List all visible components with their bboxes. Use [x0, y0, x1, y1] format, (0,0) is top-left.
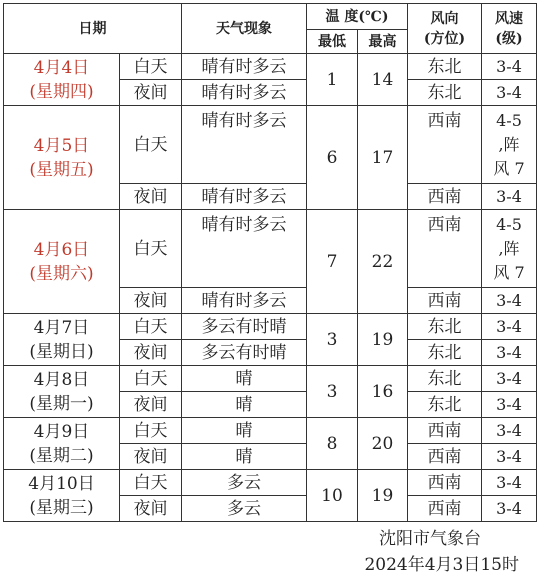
- date-cell: [4, 314, 120, 366]
- period-night: 夜间: [120, 392, 182, 418]
- wind-speed-line: 4-5: [496, 110, 522, 130]
- wind-speed-night: [482, 184, 537, 210]
- wind-speed-night: [482, 80, 537, 106]
- header-wind-dir-label: 风向: [430, 10, 459, 27]
- wind-speed-line: 3-4: [496, 394, 522, 414]
- date-label: 4月8日: [33, 369, 90, 390]
- temp-max: 17: [358, 106, 408, 210]
- header-wind-speed-sub: (级): [495, 30, 523, 47]
- date-cell: [4, 470, 120, 522]
- temp-max: 19: [358, 314, 408, 366]
- wind-speed-line: 3-4: [496, 472, 522, 492]
- date-cell: [4, 366, 120, 418]
- table-row: [4, 314, 537, 340]
- table-row: [4, 418, 537, 444]
- date-cell: [4, 106, 120, 210]
- date-label: 4月4日: [33, 57, 90, 78]
- period-day: 白天: [120, 470, 182, 496]
- wind-dir-night: 西南: [408, 444, 482, 470]
- wind-speed-line: 3-4: [496, 316, 522, 336]
- weather-day: 多云: [182, 470, 307, 496]
- weather-night: 晴有时多云: [182, 288, 307, 314]
- wind-dir-night: 东北: [408, 392, 482, 418]
- wind-dir-night: 东北: [408, 80, 482, 106]
- weather-day: 晴: [182, 418, 307, 444]
- date-label: 4月5日: [33, 135, 90, 156]
- forecast-table: [3, 3, 537, 522]
- weekday-label: (星期日): [29, 341, 94, 362]
- date-cell: [4, 210, 120, 314]
- period-day: 白天: [120, 106, 182, 184]
- wind-dir-day: 西南: [408, 210, 482, 288]
- wind-speed-day: [482, 366, 537, 392]
- date-label: 4月6日: [33, 239, 90, 260]
- period-night: 夜间: [120, 444, 182, 470]
- date-label: 4月7日: [33, 317, 90, 338]
- wind-dir-day: 西南: [408, 470, 482, 496]
- header-wind-dir: [408, 4, 482, 54]
- wind-speed-line: 3-4: [496, 290, 522, 310]
- wind-speed-line: ,阵: [498, 238, 520, 258]
- forecast-body: [4, 54, 537, 522]
- period-day: 白天: [120, 54, 182, 80]
- temp-min: 7: [307, 210, 358, 314]
- wind-speed-night: [482, 288, 537, 314]
- temp-min: 10: [307, 470, 358, 522]
- weekday-label: (星期三): [29, 497, 94, 518]
- weather-day: 晴有时多云: [182, 210, 307, 288]
- weather-night: 晴有时多云: [182, 184, 307, 210]
- wind-speed-line: 3-4: [496, 82, 522, 102]
- weather-day: 多云有时晴: [182, 314, 307, 340]
- period-day: 白天: [120, 210, 182, 288]
- wind-speed-night: [482, 444, 537, 470]
- wind-speed-line: 4-5: [496, 214, 522, 234]
- table-row: [4, 366, 537, 392]
- table-row: [4, 210, 537, 288]
- header-wind-speed-label: 风速: [495, 10, 523, 27]
- header-wind-dir-sub: (方位): [423, 30, 466, 47]
- wind-speed-night: [482, 392, 537, 418]
- temp-min: 6: [307, 106, 358, 210]
- issued-at: 2024年4月3日15时: [364, 555, 519, 575]
- temp-max: 19: [358, 470, 408, 522]
- header-weather: 天气现象: [182, 4, 307, 54]
- table-row: [4, 54, 537, 80]
- temp-max: 22: [358, 210, 408, 314]
- wind-dir-day: 东北: [408, 366, 482, 392]
- temp-min: 1: [307, 54, 358, 106]
- temp-min: 3: [307, 314, 358, 366]
- temp-max: 16: [358, 366, 408, 418]
- temp-min: 3: [307, 366, 358, 418]
- header-date: 日期: [4, 4, 182, 54]
- wind-speed-day: [482, 210, 537, 288]
- weather-night: 晴: [182, 392, 307, 418]
- weather-night: 多云: [182, 496, 307, 522]
- header-temp-max: 最高: [358, 30, 408, 54]
- wind-speed-line: 3-4: [496, 368, 522, 388]
- period-day: 白天: [120, 418, 182, 444]
- temp-max: 14: [358, 54, 408, 106]
- wind-speed-night: [482, 496, 537, 522]
- table-row: [4, 106, 537, 184]
- weekday-label: (星期一): [29, 393, 94, 414]
- wind-speed-night: [482, 340, 537, 366]
- wind-speed-line: 3-4: [496, 498, 522, 518]
- wind-dir-night: 西南: [408, 496, 482, 522]
- table-row: [4, 470, 537, 496]
- wind-speed-line: 3-4: [496, 56, 522, 76]
- header-temp: 温 度(℃): [307, 4, 408, 30]
- wind-dir-day: 东北: [408, 314, 482, 340]
- weather-night: 晴有时多云: [182, 80, 307, 106]
- weekday-label: (星期四): [29, 81, 94, 102]
- wind-speed-line: 3-4: [496, 446, 522, 466]
- wind-speed-line: 3-4: [496, 342, 522, 362]
- issuer: 沈阳市气象台: [379, 529, 481, 549]
- weekday-label: (星期五): [29, 159, 94, 180]
- date-cell: [4, 54, 120, 106]
- wind-speed-line: 3-4: [496, 186, 522, 206]
- wind-speed-line: ,阵: [498, 134, 520, 154]
- weather-day: 晴有时多云: [182, 54, 307, 80]
- header-wind-speed: [482, 4, 537, 54]
- date-label: 4月10日: [28, 473, 95, 494]
- period-day: 白天: [120, 314, 182, 340]
- wind-dir-night: 东北: [408, 340, 482, 366]
- header-temp-min: 最低: [307, 30, 358, 54]
- wind-speed-line: 风 7: [493, 158, 525, 178]
- date-cell: [4, 418, 120, 470]
- wind-dir-day: 西南: [408, 106, 482, 184]
- wind-dir-night: 西南: [408, 288, 482, 314]
- weather-night: 多云有时晴: [182, 340, 307, 366]
- period-night: 夜间: [120, 340, 182, 366]
- period-night: 夜间: [120, 184, 182, 210]
- wind-dir-day: 东北: [408, 54, 482, 80]
- weekday-label: (星期二): [29, 445, 94, 466]
- period-night: 夜间: [120, 288, 182, 314]
- wind-speed-line: 风 7: [493, 262, 525, 282]
- period-day: 白天: [120, 366, 182, 392]
- weekday-label: (星期六): [29, 263, 94, 284]
- period-night: 夜间: [120, 80, 182, 106]
- wind-speed-day: [482, 106, 537, 184]
- date-label: 4月9日: [33, 421, 90, 442]
- wind-speed-day: [482, 54, 537, 80]
- wind-dir-day: 西南: [408, 418, 482, 444]
- wind-speed-line: 3-4: [496, 420, 522, 440]
- weather-day: 晴: [182, 366, 307, 392]
- wind-dir-night: 西南: [408, 184, 482, 210]
- period-night: 夜间: [120, 496, 182, 522]
- temp-min: 8: [307, 418, 358, 470]
- wind-speed-day: [482, 470, 537, 496]
- weather-night: 晴: [182, 444, 307, 470]
- wind-speed-day: [482, 418, 537, 444]
- temp-max: 20: [358, 418, 408, 470]
- weather-day: 晴有时多云: [182, 106, 307, 184]
- wind-speed-day: [482, 314, 537, 340]
